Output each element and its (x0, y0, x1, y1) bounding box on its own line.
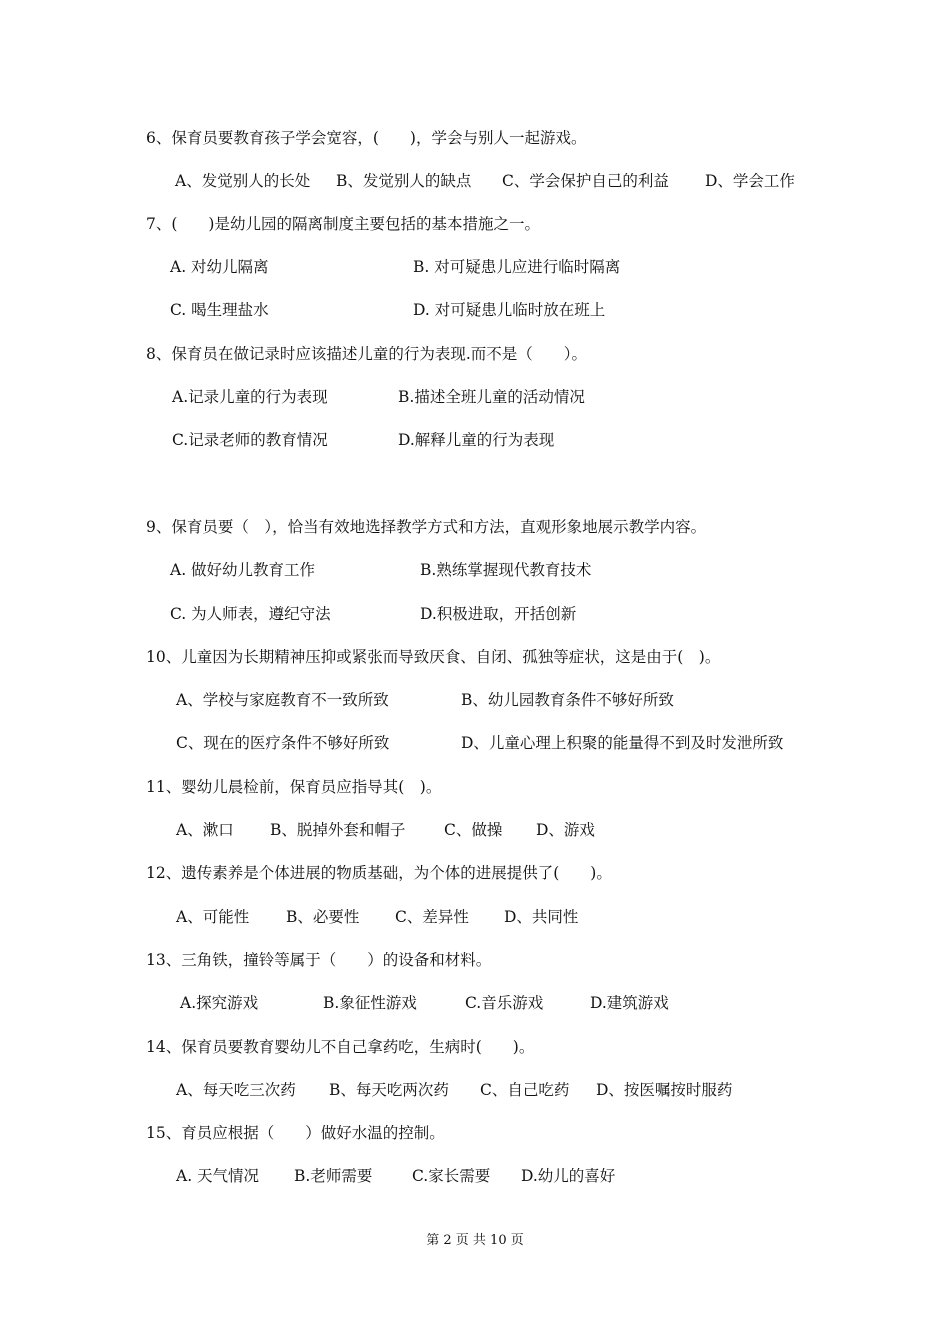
question-13: 13、三角铁，撞铃等属于（ ）的设备和材料。 (146, 951, 492, 969)
q14-option-a: A、每天吃三次药 (176, 1081, 296, 1099)
q14-option-c: C、自己吃药 (480, 1081, 570, 1099)
question-8: 8、保育员在做记录时应该描述儿童的行为表现.而不是（ ）。 (146, 345, 588, 363)
q15-option-b: B.老师需要 (294, 1167, 373, 1185)
q7-option-a: A. 对幼儿隔离 (170, 258, 269, 276)
q14-option-b: B、每天吃两次药 (329, 1081, 449, 1099)
q13-option-b: B.象征性游戏 (323, 994, 417, 1012)
q6-option-c: C、学会保护自己的利益 (502, 172, 669, 190)
q6-option-b: B、发觉别人的缺点 (336, 172, 472, 190)
q8-option-d: D.解释儿童的行为表现 (398, 431, 555, 449)
q12-option-a: A、可能性 (176, 908, 250, 926)
q6-option-d: D、学会工作 (705, 172, 795, 190)
question-14: 14、保育员要教育婴幼儿不自己拿药吃，生病时( )。 (146, 1038, 535, 1056)
q6-option-a: A、发觉别人的长处 (175, 172, 311, 190)
q12-option-c: C、差异性 (395, 908, 469, 926)
q10-option-a: A、学校与家庭教育不一致所致 (176, 691, 389, 709)
q9-option-b: B.熟练掌握现代教育技术 (420, 561, 592, 579)
q9-option-c: C. 为人师表，遵纪守法 (170, 605, 331, 623)
q9-option-d: D.积极进取，开括创新 (420, 605, 577, 623)
q8-option-a: A.记录儿童的行为表现 (172, 388, 328, 406)
page-footer: 第 2 页 共 10 页 (426, 1233, 524, 1248)
q13-option-d: D.建筑游戏 (590, 994, 669, 1012)
q12-option-b: B、必要性 (286, 908, 360, 926)
q11-option-d: D、游戏 (536, 821, 595, 839)
question-12: 12、遗传素养是个体进展的物质基础，为个体的进展提供了( )。 (146, 864, 612, 882)
q7-option-d: D. 对可疑患儿临时放在班上 (413, 301, 606, 319)
question-9: 9、保育员要（ ），恰当有效地选择教学方式和方法，直观形象地展示教学内容。 (146, 518, 707, 536)
q7-option-c: C. 喝生理盐水 (170, 301, 269, 319)
question-11: 11、婴幼儿晨检前，保育员应指导其( )。 (146, 778, 442, 796)
q7-option-b: B. 对可疑患儿应进行临时隔离 (413, 258, 621, 276)
q15-option-d: D.幼儿的喜好 (521, 1167, 616, 1185)
q15-option-a: A. 天气情况 (176, 1167, 260, 1185)
q10-option-c: C、现在的医疗条件不够好所致 (176, 734, 390, 752)
q13-option-c: C.音乐游戏 (465, 994, 544, 1012)
q11-option-a: A、漱口 (176, 821, 234, 839)
q8-option-c: C.记录老师的教育情况 (172, 431, 328, 449)
question-10: 10、儿童因为长期精神压抑或紧张而导致厌食、自闭、孤独等症状，这是由于( )。 (146, 648, 721, 666)
q11-option-c: C、做操 (444, 821, 503, 839)
question-7: 7、( )是幼儿园的隔离制度主要包括的基本措施之一。 (146, 215, 540, 233)
q9-option-a: A. 做好幼儿教育工作 (170, 561, 316, 579)
q10-option-b: B、幼儿园教育条件不够好所致 (461, 691, 674, 709)
question-6: 6、保育员要教育孩子学会宽容，( )，学会与别人一起游戏。 (146, 129, 587, 147)
q14-option-d: D、按医嘱按时服药 (596, 1081, 733, 1099)
q11-option-b: B、脱掉外套和帽子 (270, 821, 406, 839)
q15-option-c: C.家长需要 (412, 1167, 491, 1185)
q10-option-d: D、儿童心理上积聚的能量得不到及时发泄所致 (461, 734, 784, 752)
q8-option-b: B.描述全班儿童的活动情况 (398, 388, 585, 406)
question-15: 15、育员应根据（ ）做好水温的控制。 (146, 1124, 445, 1142)
q13-option-a: A.探究游戏 (180, 994, 259, 1012)
q12-option-d: D、共同性 (504, 908, 579, 926)
